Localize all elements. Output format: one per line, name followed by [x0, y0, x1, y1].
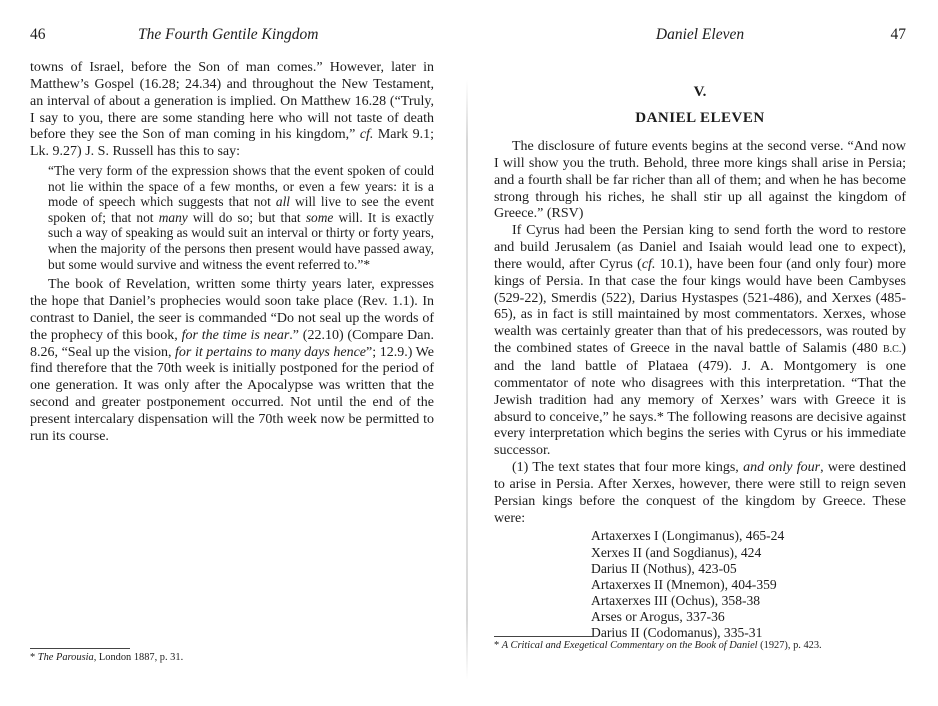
right-paragraph-3: (1) The text states that four more kings, and only four, were destined to arise in Persia. After Xerxes, however, there were still to reign seven Persian kings before the conquest of the kingdom by Greece. These were: [494, 460, 906, 526]
right-paragraph-1: The disclosure of future events begins at the second verse. “And now I will show you the truth. Behold, three more kings shall arise in Persia; and a fourth shall be far richer than all of them; and when he has become strong through his riches, he shall stir up all against the kingdom of Greece.” (RSV) [494, 139, 906, 222]
list-item: Xerxes II (and Sogdianus), 424 [591, 544, 762, 560]
left-page [30, 0, 434, 706]
list-item: Artaxerxes I (Longimanus), 465-24 [591, 528, 785, 544]
list-item: Arses or Arogus, 337-36 [591, 608, 725, 624]
right-footnote: * A Critical and Exegetical Commentary on the Book of Daniel (1927), p. 423. [494, 636, 906, 652]
list-item: Artaxerxes III (Ochus), 358-38 [591, 592, 761, 608]
footnote-rule [494, 636, 594, 637]
right-paragraph-2: If Cyrus had been the Persian king to send forth the word to restore and build Jerusalem (as Daniel and Isaiah would lead one to expect), there would, after Cyrus (cf. 10.1), have been four (and only four) more kings of Persia. In that case the four kings would have been Cambyses (529-22), Smerdis (522), Darius Hystaspes (521-486), and Xerxes (485-65), as in fact is still maintained by most commentators. Xerxes, whose wealth was certainly greater than that of his predecessors, was routed by the combined states of Greece in the naval battle of Salamis (480 B.C.) and the land battle of Plataea (479). J. A. Montgomery is one commentator of note who disagrees with this interpretation. “That the Jewish tradition had any memory of Xerxes’ wars with Greece it is absurd to conceive,” he says.* The following reasons are decisive against every interpretation which begins the series with Cyrus or his immediate successor. [494, 223, 907, 459]
right-running-title: Daniel Eleven [655, 26, 745, 43]
right-page-header [494, 26, 906, 48]
right-page-number: 47 [890, 26, 906, 43]
right-page [494, 0, 906, 706]
left-footnote: * The Parousia, London 1887, p. 31. [30, 648, 434, 664]
list-item: Artaxerxes II (Mnemon), 404-359 [591, 576, 777, 592]
left-page-body [30, 60, 434, 446]
book-gutter [466, 80, 468, 680]
list-item: Darius II (Nothus), 423-05 [591, 560, 737, 576]
persian-kings-list [591, 528, 906, 641]
left-running-title: The Fourth Gentile Kingdom [138, 26, 319, 43]
left-page-number: 46 [30, 26, 46, 43]
block-quote: “The very form of the expression shows that the event spoken of could not lie within the space of a few months, or even a few years: it is a mode of speech which suggests that not all will live to see the event spoken of; that not many will do so; but that some will. It is exactly such a way of speaking as would suit an interval or thirty or forty years, when the majority of the persons then present would have passed away, but some would survive and witness the event referred to.”* [48, 163, 434, 272]
list-item: Darius II (Codomanus), 335-31 [591, 624, 763, 640]
right-page-body [494, 60, 906, 641]
section-title: DANIEL ELEVEN [635, 110, 765, 126]
left-page-header [30, 26, 434, 48]
left-paragraph-2: The book of Revelation, written some thirty years later, expresses the hope that Daniel’s prophecies would soon take place (Rev. 1.1). In contrast to Daniel, the seer is commanded “Do not seal up the words of the prophecy of this book, for the time is near.” (22.10) (Compare Dan. 8.26, “Seal up the vision, for it pertains to many days hence”; 12.9.) We find therefore that the 70th week is initially postponed for the period of one generation. It was only after the Apocalypse was written that the second and greater postponement occurred. Not until the end of the present intercalary dispensation will the 70th week now be permitted to run its course. [30, 277, 435, 444]
section-number: V. [693, 84, 707, 100]
footnote-rule [30, 648, 130, 649]
left-paragraph-1: towns of Israel, before the Son of man comes.” However, later in Matthew’s Gospel (16.28; 24.34) and throughout the New Testament, an interval of about a generation is implied. On Matthew 16.28 (“Truly, I say to you, there are some standing here who will not taste of death before they see the Son of man coming in his kingdom,” cf. Mark 9.1; Lk. 9.27) J. S. Russell has this to say: [30, 60, 434, 160]
